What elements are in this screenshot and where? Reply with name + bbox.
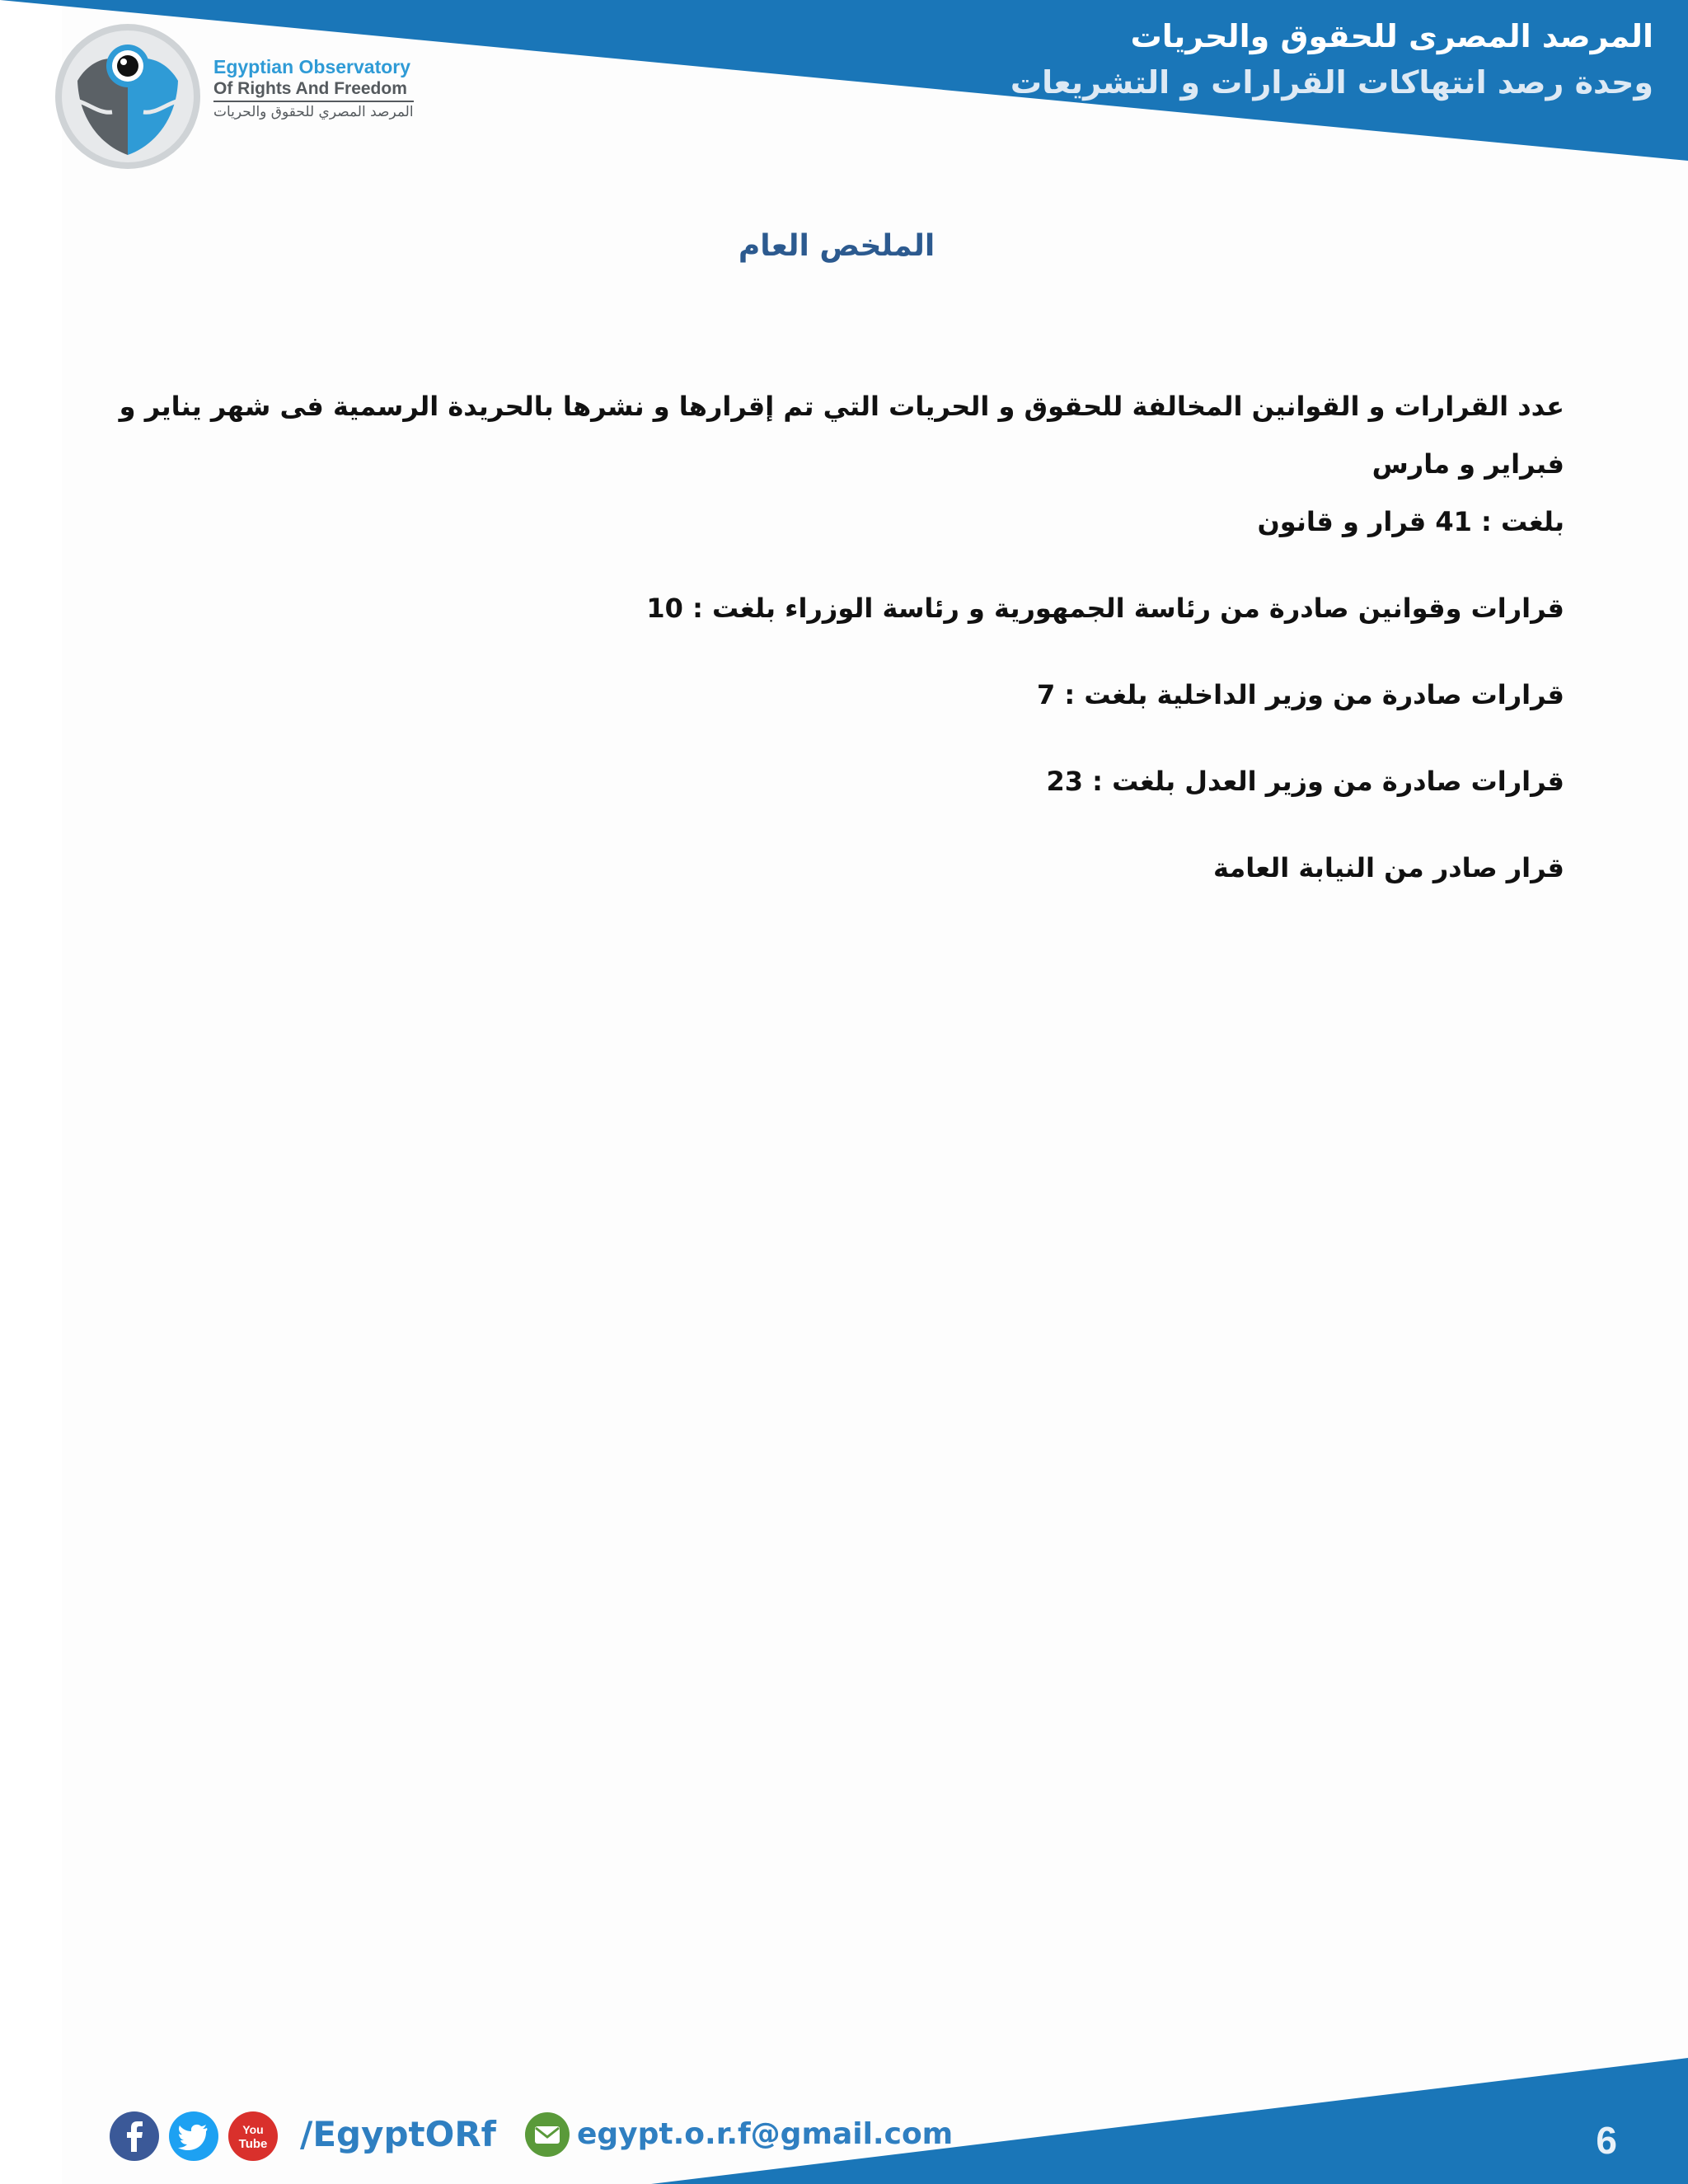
logo-name-en-line2: Of Rights And Freedom bbox=[213, 78, 414, 102]
social-handle-link[interactable]: /EgyptORf bbox=[300, 2114, 496, 2154]
document-title: الملخص العام bbox=[738, 229, 935, 263]
email-link[interactable]: egypt.o.r.f@gmail.com bbox=[577, 2117, 954, 2151]
organization-logo bbox=[54, 23, 201, 170]
header-title: المرصد المصرى للحقوق والحريات bbox=[1130, 18, 1653, 54]
summary-presidency-item: قرارات وقوانين صادرة من رئاسة الجمهورية و رئاسة الوزراء بلغت : 10 bbox=[646, 593, 1564, 624]
logo-wordmark bbox=[213, 56, 414, 122]
logo-name-en-line1: Egyptian Observatory bbox=[213, 56, 411, 77]
logo-name-ar: المرصد المصري للحقوق والحريات bbox=[213, 104, 414, 120]
youtube-icon[interactable] bbox=[227, 2111, 279, 2162]
email-icon bbox=[524, 2111, 570, 2158]
svg-text:Tube: Tube bbox=[238, 2137, 268, 2151]
email-contact bbox=[524, 2111, 953, 2158]
summary-interior-item: قرارات صادرة من وزير الداخلية بلغت : 7 bbox=[1037, 679, 1564, 710]
summary-total: بلغت : 41 قرار و قانون bbox=[1257, 506, 1564, 537]
document-body bbox=[114, 377, 1564, 897]
summary-prosecution-item: قرار صادر من النيابة العامة bbox=[1212, 852, 1564, 883]
svg-text:You: You bbox=[242, 2123, 264, 2136]
summary-paragraph: عدد القرارات و القوانين المخالفة للحقوق و الحريات التي تم إقرارها و نشرها بالحريدة الرسمية فى شهر يناير و فبراير و مارس bbox=[119, 391, 1564, 480]
facebook-icon[interactable] bbox=[109, 2111, 160, 2162]
twitter-icon[interactable] bbox=[168, 2111, 219, 2162]
page-margin bbox=[0, 0, 62, 2184]
page-number: 6 bbox=[1596, 2119, 1617, 2162]
summary-justice-item: قرارات صادرة من وزير العدل بلغت : 23 bbox=[1046, 766, 1564, 797]
social-links bbox=[109, 2110, 287, 2163]
header-subtitle: وحدة رصد انتهاكات القرارات و التشريعات bbox=[1010, 64, 1653, 101]
